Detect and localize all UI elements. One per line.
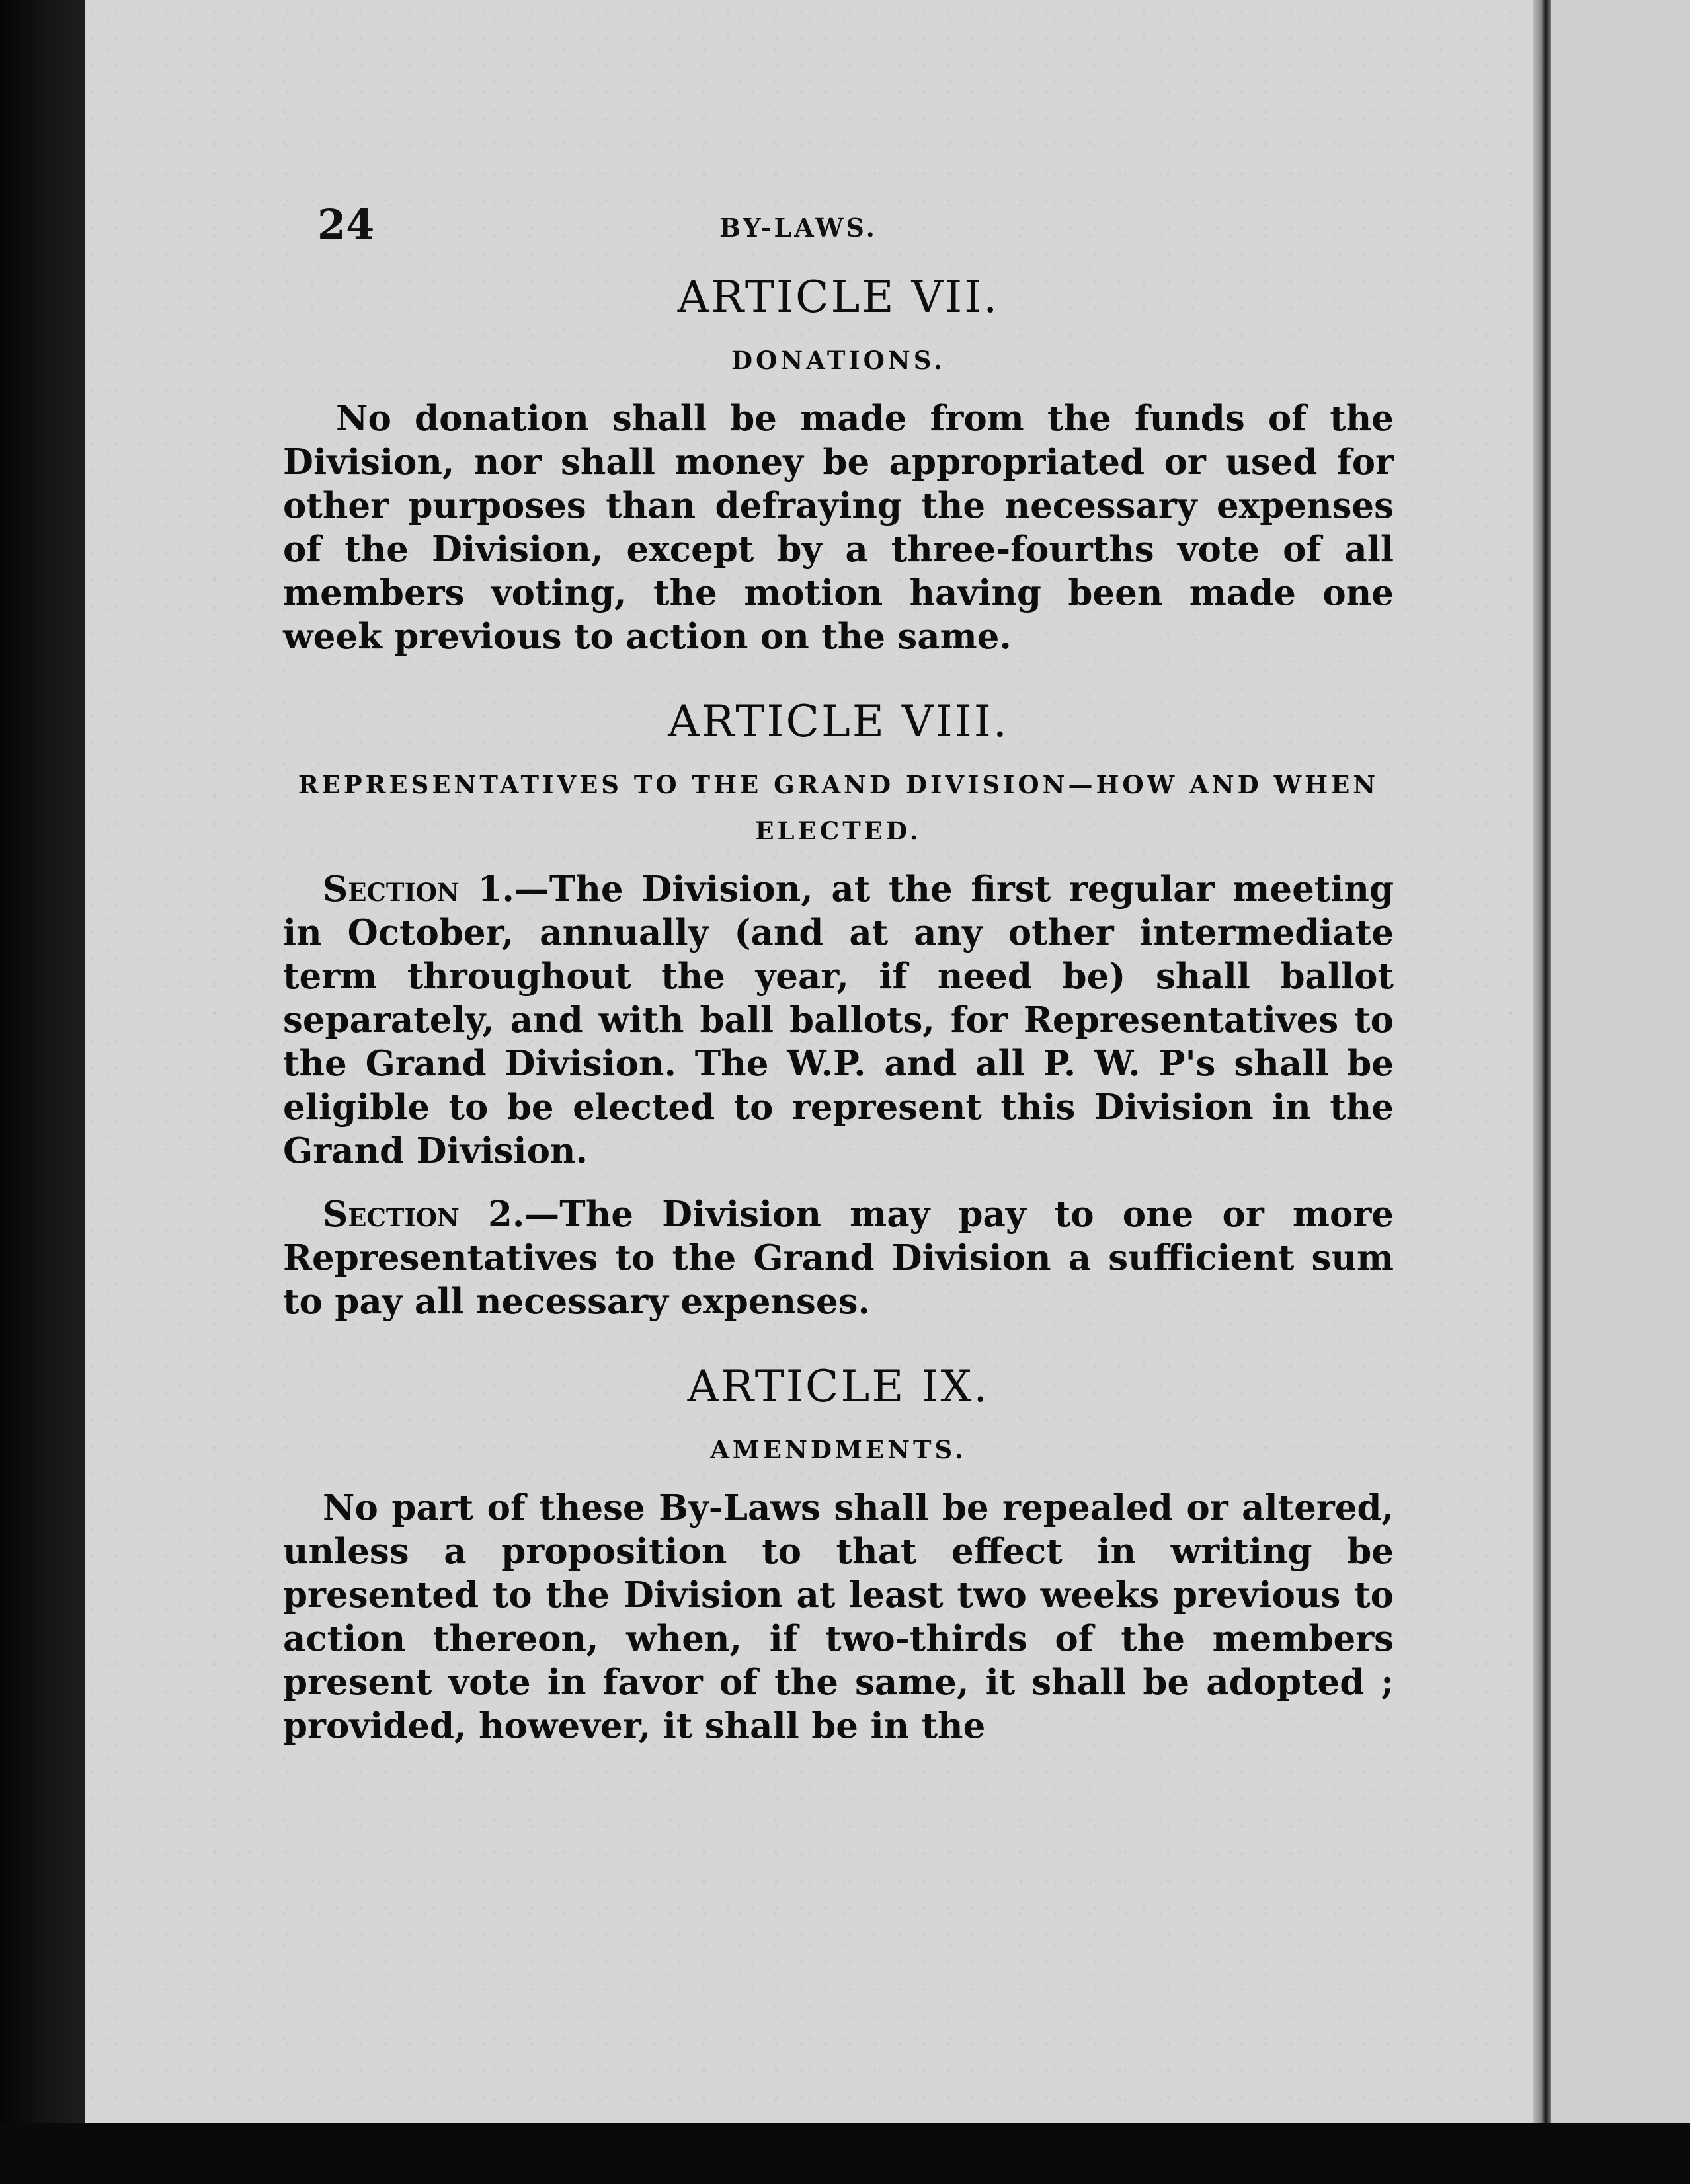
running-title: BY-LAWS.	[719, 213, 877, 243]
section-1-text: —The Division, at the first regular meeting in October, annually (and at any other intermediate term throughout the year, if need be) shall ballot separately, and with ball ballots, for Representatives to the Grand Division. The W.P. and all P. W. P's shall be eligible to be elected to represent this Division in the Grand Division.	[283, 869, 1394, 1171]
article-ix-title: ARTICLE IX.	[687, 1361, 990, 1412]
adjacent-page-edge	[1551, 0, 1690, 2123]
article-ix-subtitle: AMENDMENTS.	[710, 1435, 967, 1464]
article-viii-section-2	[283, 1192, 1394, 1323]
page-body	[283, 271, 1394, 1748]
article-viii-section-1	[283, 867, 1394, 1173]
book-page	[85, 0, 1549, 2123]
article-vii-title: ARTICLE VII.	[677, 272, 1000, 323]
scan-bottom-edge	[0, 2123, 1690, 2184]
article-ix-paragraph: No part of these By-Laws shall be repealed or altered, unless a proposition to that effect in writing be presented to the Division at least two weeks previous to action thereon, when, if two-thirds of the members present vote in favor of the same, it shall be adopted ; provided, however, it shall be in the	[283, 1487, 1394, 1746]
section-2-label: Section 2.	[323, 1194, 525, 1235]
page-header	[85, 198, 1549, 251]
article-viii-title: ARTICLE VIII.	[668, 696, 1009, 747]
article-vii-paragraph: No donation shall be made from the funds of the Division, nor shall money be appropriated or used for other purposes than defraying the necessary expenses of the Division, except by a three-fourths vote of all members voting, the motion having been made one week previous to action on the same.	[283, 398, 1394, 657]
page-number: 24	[317, 200, 375, 249]
article-viii-subtitle: REPRESENTATIVES TO THE GRAND DIVISION—HOW AND WHEN ELECTED.	[298, 770, 1379, 845]
scan-left-edge	[0, 0, 85, 2184]
page-gutter	[1533, 0, 1551, 2123]
section-2-text: —The Division may pay to one or more Representatives to the Grand Division a sufficient sum to pay all necessary expenses.	[283, 1194, 1394, 1322]
section-1-label: Section 1.	[323, 869, 514, 910]
article-vii-subtitle: DONATIONS.	[731, 346, 946, 375]
